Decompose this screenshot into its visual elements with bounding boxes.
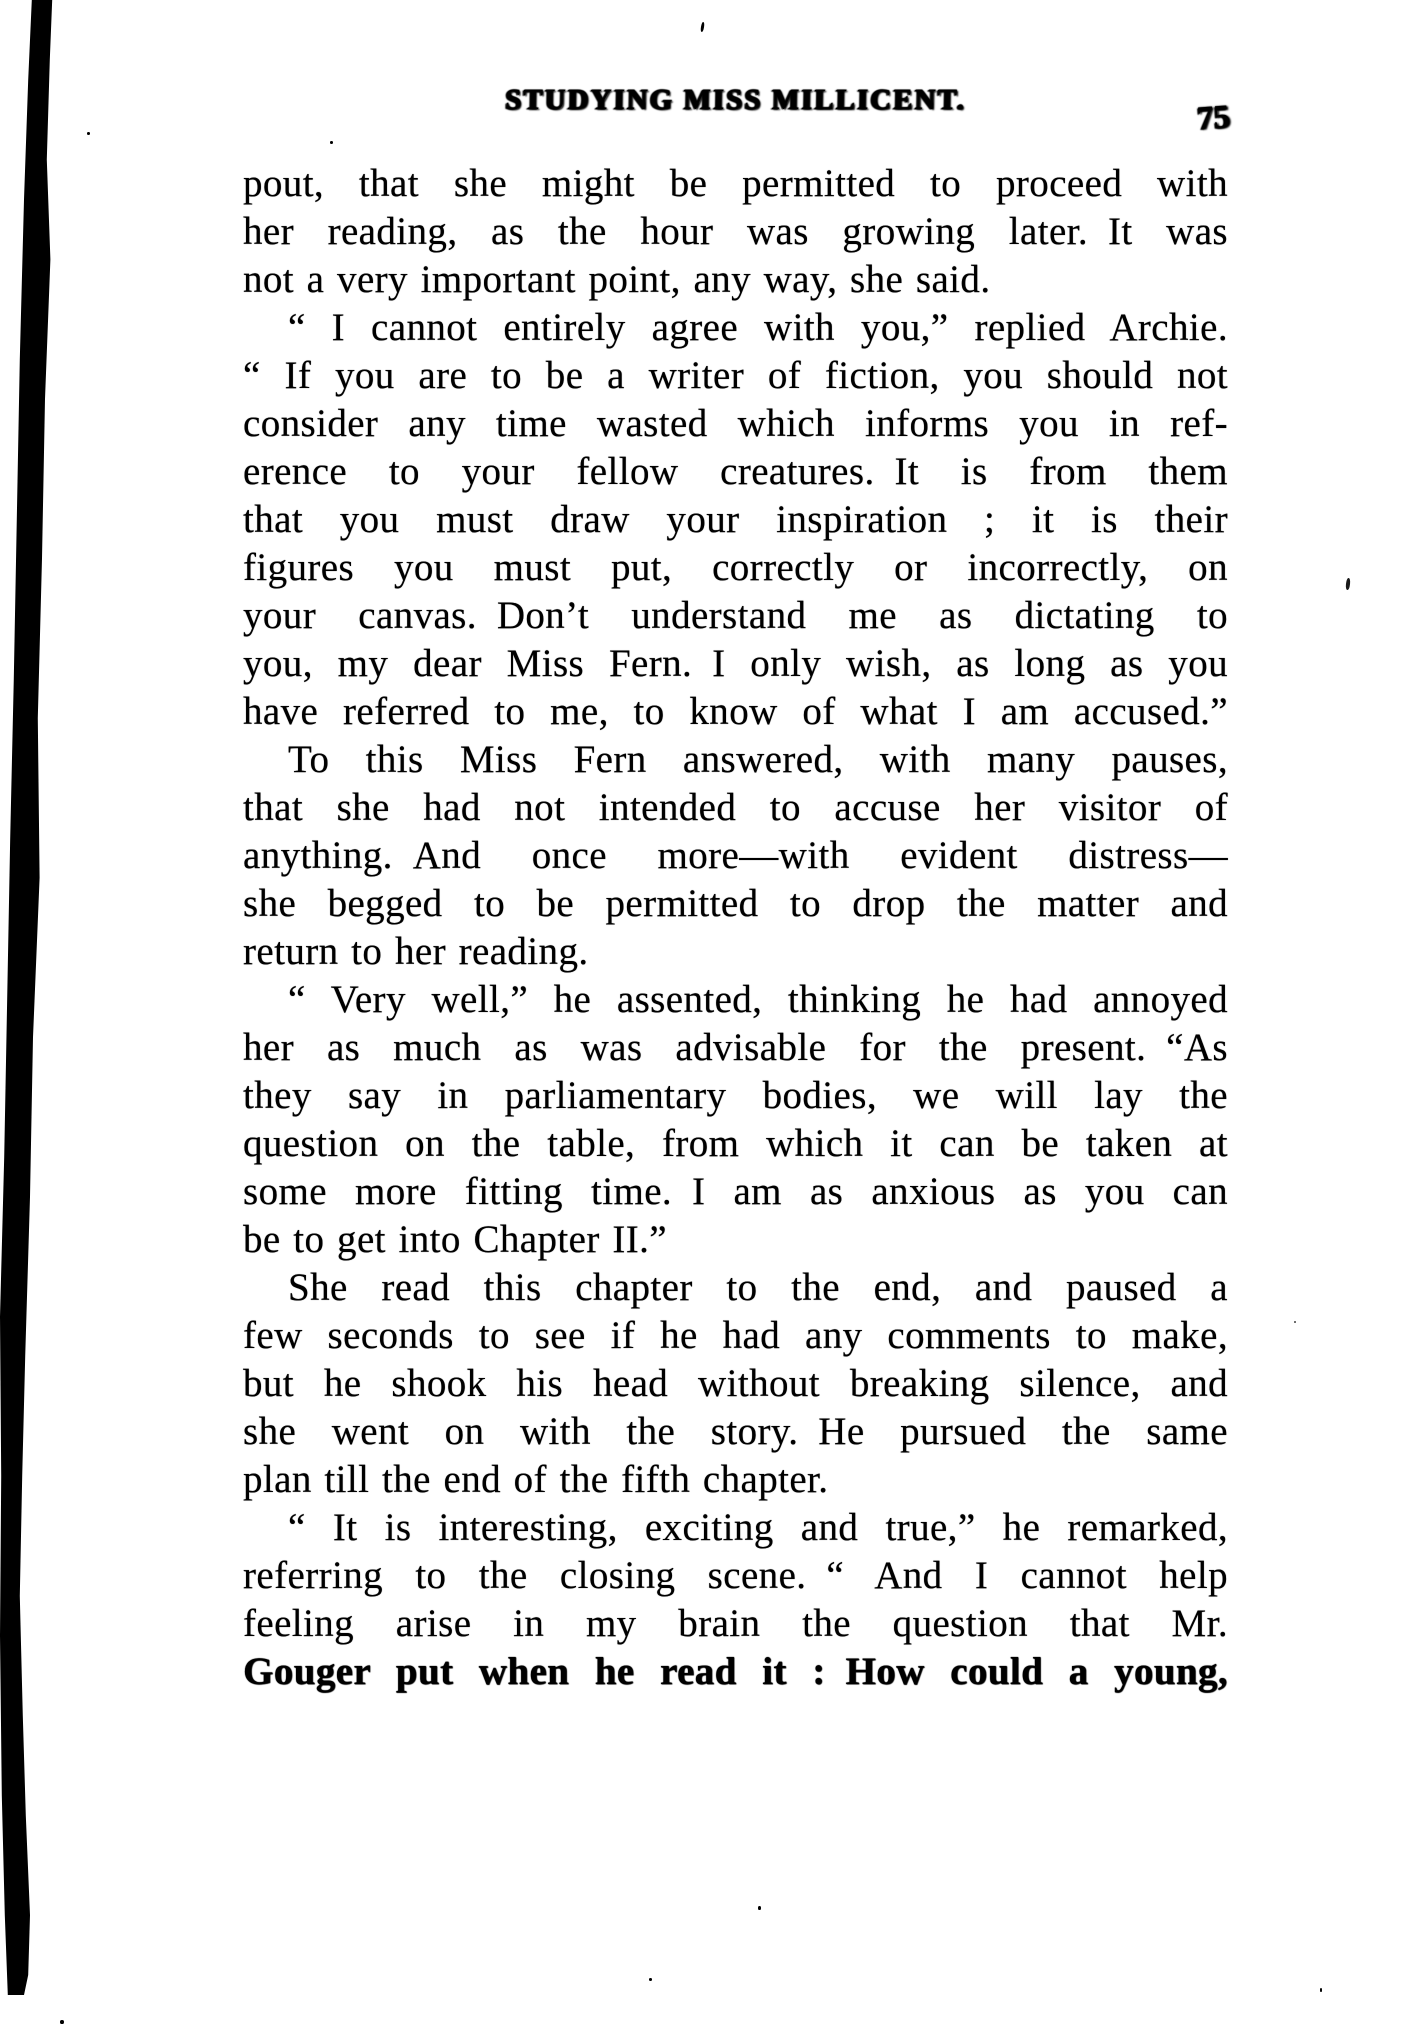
text-line: her as much as was advisable for the present. “As <box>243 1026 1228 1069</box>
ink-speck <box>330 141 333 144</box>
ink-speck <box>758 1906 761 1910</box>
page-number: 75 <box>1195 98 1232 138</box>
text-line: few seconds to see if he had any comments to make, <box>243 1314 1228 1357</box>
text-line: plan till the end of the fifth chapter. <box>243 1458 829 1501</box>
text-line: figures you must put, correctly or incorrectly, on <box>243 546 1228 589</box>
text-line: some more fitting time. I am as anxious as you can <box>243 1170 1228 1213</box>
text-line: “ Very well,” he assented, thinking he had annoyed <box>288 978 1228 1021</box>
text-line: feeling arise in my brain the question that Mr. <box>243 1602 1228 1645</box>
running-head-title: STUDYING MISS MILLICENT. <box>504 84 967 116</box>
ink-speck <box>60 2020 64 2024</box>
text-line: she begged to be permitted to drop the matter and <box>243 882 1228 925</box>
text-line: To this Miss Fern answered, with many pauses, <box>288 738 1228 781</box>
text-line: be to get into Chapter II.” <box>243 1218 668 1261</box>
ink-speck <box>700 22 705 32</box>
text-line: referring to the closing scene. “ And I cannot help <box>243 1554 1228 1597</box>
ink-speck <box>1345 578 1350 590</box>
text-line: “ I cannot entirely agree with you,” replied Archie. <box>288 306 1228 349</box>
text-line: pout, that she might be permitted to proceed with <box>243 162 1228 205</box>
ink-speck <box>1294 1321 1296 1323</box>
text-line: question on the table, from which it can be taken at <box>243 1122 1228 1165</box>
ink-speck <box>1320 1988 1322 1992</box>
text-line: but he shook his head without breaking silence, and <box>243 1362 1228 1405</box>
text-line: your canvas. Don’t understand me as dictating to <box>243 594 1228 637</box>
text-line: that she had not intended to accuse her visitor of <box>243 786 1228 829</box>
text-line: they say in parliamentary bodies, we will lay the <box>243 1074 1228 1117</box>
text-line: She read this chapter to the end, and paused a <box>288 1266 1228 1309</box>
text-line: Gouger put when he read it : How could a young, <box>243 1650 1228 1693</box>
text-line: have referred to me, to know of what I am accused.” <box>243 690 1228 733</box>
ink-speck <box>87 132 90 135</box>
scan-gutter-shadow <box>0 0 60 1995</box>
text-line: she went on with the story. He pursued the same <box>243 1410 1228 1453</box>
ink-speck <box>649 1978 652 1981</box>
text-line: return to her reading. <box>243 930 589 973</box>
text-line: “ It is interesting, exciting and true,” he remarked, <box>288 1506 1228 1549</box>
text-line: erence to your fellow creatures. It is from them <box>243 450 1228 493</box>
text-line: “ If you are to be a writer of fiction, you should not <box>243 354 1228 397</box>
text-line: not a very important point, any way, she said. <box>243 258 991 301</box>
text-line: you, my dear Miss Fern. I only wish, as long as you <box>243 642 1228 685</box>
text-line: her reading, as the hour was growing later. It was <box>243 210 1228 253</box>
text-line: anything. And once more—with evident distress— <box>243 834 1228 877</box>
text-line: that you must draw your inspiration ; it is their <box>243 498 1228 541</box>
text-line: consider any time wasted which informs you in ref- <box>243 402 1228 445</box>
page-text <box>243 160 1228 1696</box>
